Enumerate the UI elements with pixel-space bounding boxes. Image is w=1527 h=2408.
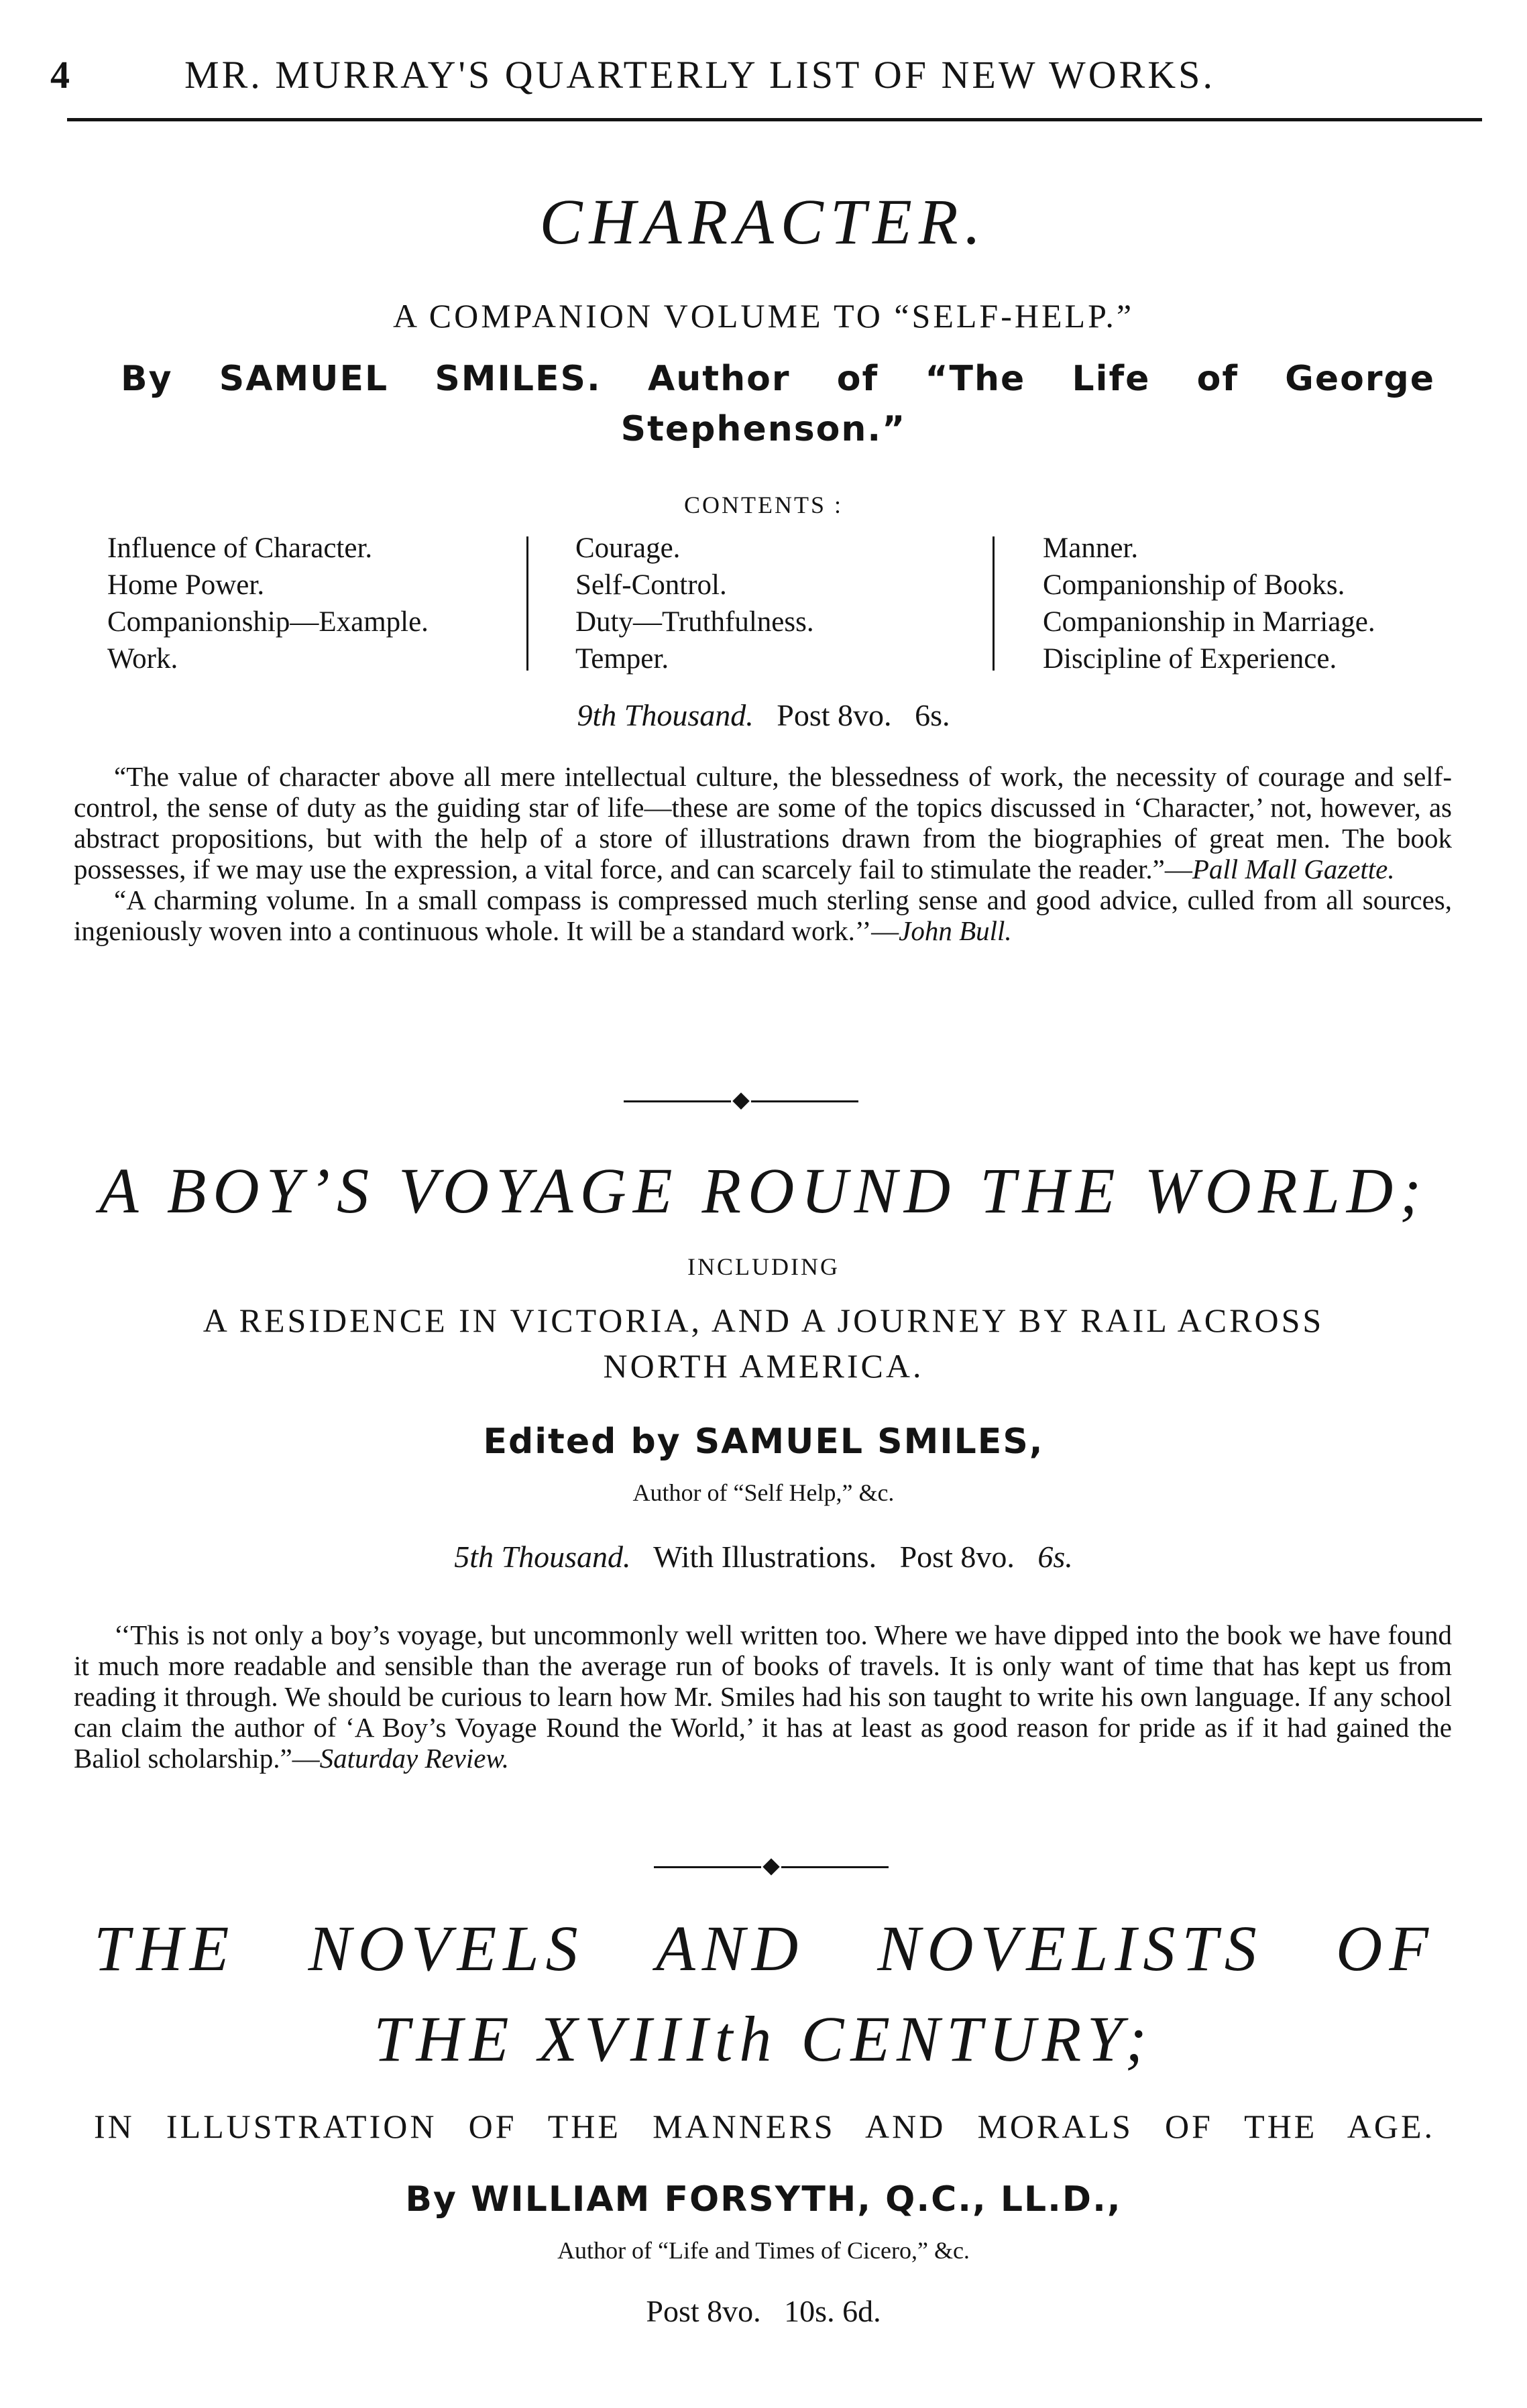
book2-format: Post 8vo. <box>899 1540 1015 1574</box>
running-head <box>50 52 1459 106</box>
contents-item: Companionship in Marriage. <box>1043 606 1375 638</box>
contents-item: Companionship of Books. <box>1043 569 1345 601</box>
book2-subtitle-line1: A RESIDENCE IN VICTORIA, AND A JOURNEY BY RAIL ACROSS <box>203 1302 1324 1339</box>
book3-format: Post 8vo. <box>646 2294 761 2328</box>
review-source: John Bull. <box>899 915 1012 946</box>
book2-byline: Edited by SAMUEL SMILES, <box>483 1422 1044 1462</box>
book1-reviews <box>74 761 1452 946</box>
book1-subtitle: A COMPANION VOLUME TO “SELF-HELP.” <box>392 297 1135 335</box>
contents-item: Duty—Truthfulness. <box>575 606 814 638</box>
book3-title-line1: THE NOVELS AND NOVELISTS OF <box>94 1912 1435 1984</box>
section-ornament <box>624 1092 858 1112</box>
book2-price-line <box>0 1539 1527 1574</box>
book1-byline-line1: By SAMUEL SMILES. Author of “The Life of George <box>121 359 1435 399</box>
book1-review-2: “A charming volume. In a small compass is compressed much sterling sense and good advice, culled from all sources, ingeniously woven into a continuous whole. It will be a standard work.’’—John Bull. <box>74 884 1452 946</box>
column-divider <box>993 536 995 671</box>
contents-item: Temper. <box>575 643 669 675</box>
header-rule <box>67 118 1482 121</box>
contents-heading: CONTENTS : <box>684 492 843 518</box>
book3-price: 10s. 6d. <box>784 2294 881 2328</box>
book1-review-1: “The value of character above all mere intellectual culture, the blessedness of work, the necessity of courage and self-control, the sense of duty as the guiding star of life—these are some of the topics discussed in ‘Character,’ not, however, as abstract propositions, but with the help of a store of illustrations drawn from the biographies of great men. The book possesses, if we may use the expression, a vital force, and can scarcely fail to stimulate the reader.”—Pall Mall Gazette. <box>74 761 1452 884</box>
contents-item: Manner. <box>1043 532 1139 564</box>
book2-subtitle-line2: NORTH AMERICA. <box>603 1347 924 1385</box>
book2-edition: 5th Thousand. <box>454 1540 631 1574</box>
book1-price: 6s. <box>915 698 950 732</box>
page-number: 4 <box>50 53 72 97</box>
book2-including: INCLUDING <box>687 1253 840 1280</box>
book2-author-of: Author of “Self Help,” &c. <box>632 1479 895 1506</box>
running-head-title: MR. MURRAY'S QUARTERLY LIST OF NEW WORKS. <box>184 53 1215 97</box>
column-divider <box>526 536 528 671</box>
book2-illustrations: With Illustrations. <box>653 1540 877 1574</box>
contents-item: Work. <box>107 643 178 675</box>
contents-column-3 <box>1043 530 1375 677</box>
book1-price-line <box>0 697 1527 733</box>
contents-column-1 <box>107 530 429 677</box>
contents-item: Companionship—Example. <box>107 606 429 638</box>
book1-title: CHARACTER. <box>539 186 988 257</box>
book1-byline-line2: Stephenson.” <box>620 409 907 449</box>
book2-title: A BOY’S VOYAGE ROUND THE WORLD; <box>99 1155 1428 1226</box>
contents-item: Self-Control. <box>575 569 727 601</box>
book3-author-of: Author of “Life and Times of Cicero,” &c. <box>557 2237 970 2264</box>
book2-price: 6s. <box>1037 1540 1073 1574</box>
contents-item: Influence of Character. <box>107 532 373 564</box>
contents-item: Home Power. <box>107 569 265 601</box>
book1-edition: 9th Thousand. <box>577 698 754 732</box>
book3-byline: By WILLIAM FORSYTH, Q.C., LL.D., <box>405 2179 1122 2220</box>
book1-format: Post 8vo. <box>777 698 892 732</box>
contents-item: Courage. <box>575 532 681 564</box>
review-source: Pall Mall Gazette. <box>1192 854 1395 884</box>
book3-price-line <box>0 2293 1527 2329</box>
contents-item: Discipline of Experience. <box>1043 643 1337 675</box>
review-source: Saturday Review. <box>319 1743 510 1774</box>
book2-review: ‘‘This is not only a boy’s voyage, but uncommonly well written too. Where we have dipped into the book we have found it much more readable and sensible than the average run of books of travels. It is only want of time that has kept us from reading it through. We should be curious to learn how Mr. Smiles had his son taught to write his own language. If any school can claim the author of ‘A Boy’s Voyage Round the World,’ it has at least as good reason for pride as if it had gained the Baliol scholarship.”—Saturday Review. <box>74 1619 1452 1774</box>
book3-title-line2: THE XVIIIth CENTURY; <box>374 2003 1153 2075</box>
contents-column-2 <box>575 530 814 677</box>
section-ornament <box>654 1857 889 1878</box>
book3-subtitle: IN ILLUSTRATION OF THE MANNERS AND MORALS OF THE AGE. <box>94 2108 1435 2145</box>
book2-reviews <box>74 1619 1452 1774</box>
